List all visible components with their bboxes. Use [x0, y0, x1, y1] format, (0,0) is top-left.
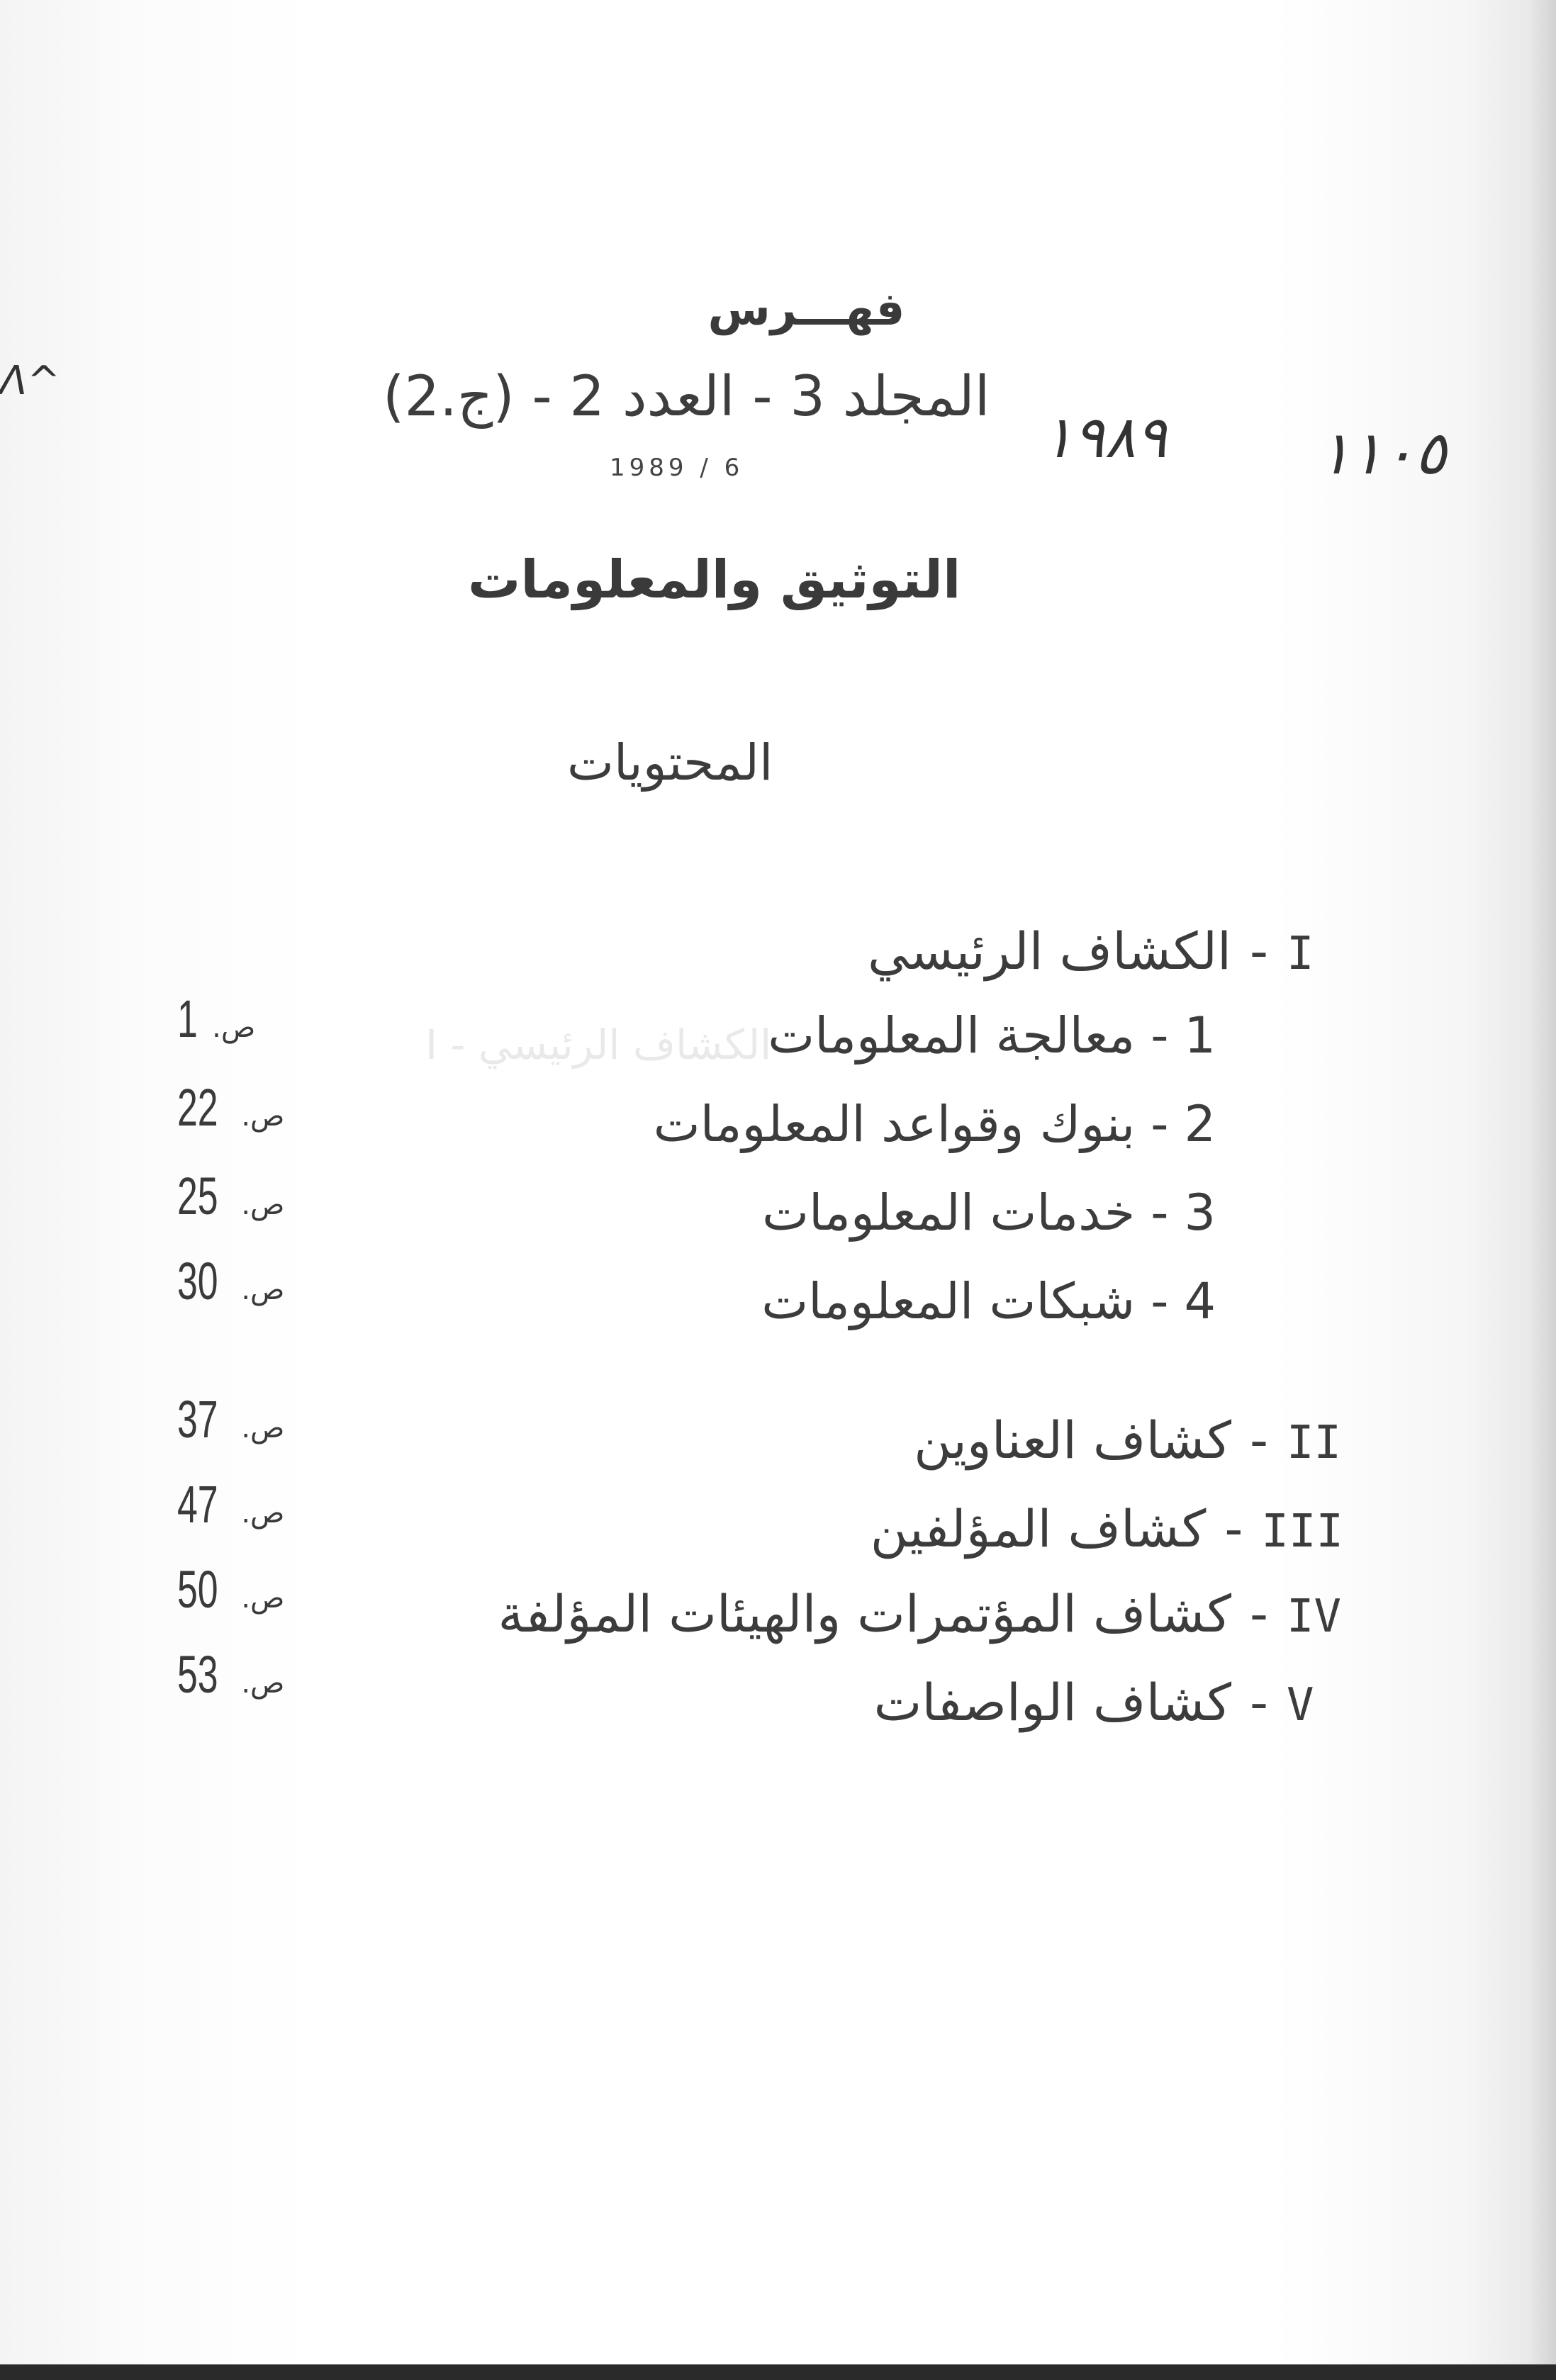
page-label: ص.: [241, 1412, 285, 1444]
show-through-text: I - الكشاف الرئيسي: [425, 1021, 772, 1069]
section-numeral: IV: [1287, 1590, 1342, 1643]
subitem-label: بنوك وقواعد المعلومات: [653, 1095, 1136, 1153]
page-edge-shadow: [1528, 0, 1556, 2380]
subitem-label: معالجة المعلومات: [768, 1006, 1136, 1065]
page-label: ص.: [241, 1667, 285, 1700]
page-ref-section-iii: [177, 1474, 284, 1534]
page-ref-section-v: [177, 1644, 284, 1705]
page-label: ص.: [212, 1011, 256, 1044]
page-label: ص.: [241, 1274, 285, 1306]
page-ref-subitem-3: [177, 1166, 284, 1226]
toc-subitem-2: [654, 1095, 1216, 1153]
toc-subitem-3: [762, 1184, 1216, 1242]
subitem-label: شبكات المعلومات: [761, 1272, 1136, 1330]
section-label: كشاف المؤتمرات والهيئات المؤلفة: [498, 1584, 1232, 1644]
subitem-number: 4: [1184, 1272, 1216, 1330]
page-ref-section-iv: [177, 1559, 284, 1620]
toc-section-v: [874, 1673, 1343, 1732]
page-number: 50: [177, 1560, 218, 1619]
index-title: فهـــرس: [707, 284, 905, 336]
toc-section-iv: [498, 1584, 1343, 1644]
section-numeral: III: [1261, 1505, 1343, 1558]
subitem-dash: -: [1151, 1095, 1169, 1153]
subitem-number: 2: [1184, 1095, 1216, 1153]
toc-subitem-1: [768, 1006, 1216, 1065]
page-number: 22: [177, 1078, 218, 1137]
section-dash: -: [1250, 921, 1268, 981]
contents-heading: المحتويات: [567, 734, 773, 792]
scan-bottom-edge: [0, 2364, 1556, 2380]
section-numeral: I: [1287, 928, 1314, 980]
section-dash: -: [1250, 1673, 1268, 1732]
subitem-number: 3: [1184, 1184, 1216, 1242]
page-number: 47: [177, 1475, 218, 1534]
volume-issue-line: المجلد 3 - العدد 2 - (ج.2): [383, 365, 990, 429]
toc-section-ii: [914, 1410, 1343, 1470]
section-label: كشاف الواصفات: [873, 1673, 1232, 1732]
page-label: ص.: [241, 1100, 285, 1133]
page-number: 30: [177, 1252, 218, 1310]
section-numeral: V: [1287, 1679, 1314, 1731]
toc-section-iii: [871, 1499, 1343, 1559]
page-label: ص.: [241, 1497, 285, 1529]
subitem-dash: -: [1151, 1272, 1169, 1330]
subitem-dash: -: [1151, 1184, 1169, 1242]
page-ref-subitem-2: [177, 1077, 284, 1138]
section-label: كشاف المؤلفين: [870, 1499, 1207, 1559]
toc-section-i: [868, 921, 1343, 981]
page-ref-subitem-1: [177, 989, 255, 1049]
subitem-label: خدمات المعلومات: [762, 1184, 1136, 1242]
page-number: 1: [177, 989, 198, 1048]
page-number: 37: [177, 1390, 218, 1449]
section-dash: -: [1250, 1584, 1268, 1644]
page-number: 25: [177, 1167, 218, 1225]
section-numeral: II: [1287, 1417, 1342, 1469]
page-number: 53: [177, 1645, 218, 1704]
subitem-number: 1: [1184, 1006, 1216, 1065]
handwritten-year: ١٩٨٩: [1042, 404, 1168, 471]
issue-date: 1989 / 6: [610, 454, 744, 482]
toc-subitem-4: [761, 1272, 1216, 1330]
section-label: كشاف العناوين: [914, 1410, 1232, 1470]
page-label: ص.: [241, 1189, 285, 1221]
section-dash: -: [1250, 1410, 1268, 1470]
journal-title: التوثيق والمعلومات: [468, 549, 961, 610]
section-label: الكشاف الرئيسي: [867, 921, 1232, 981]
section-dash: -: [1224, 1499, 1243, 1559]
page-ref-subitem-4: [177, 1251, 284, 1311]
handwritten-corner-mark: Λ^: [0, 358, 61, 404]
page-ref-section-ii: [177, 1389, 284, 1449]
page-label: ص.: [241, 1582, 285, 1615]
handwritten-number: ١١٠٥: [1319, 418, 1447, 488]
subitem-dash: -: [1151, 1006, 1169, 1065]
